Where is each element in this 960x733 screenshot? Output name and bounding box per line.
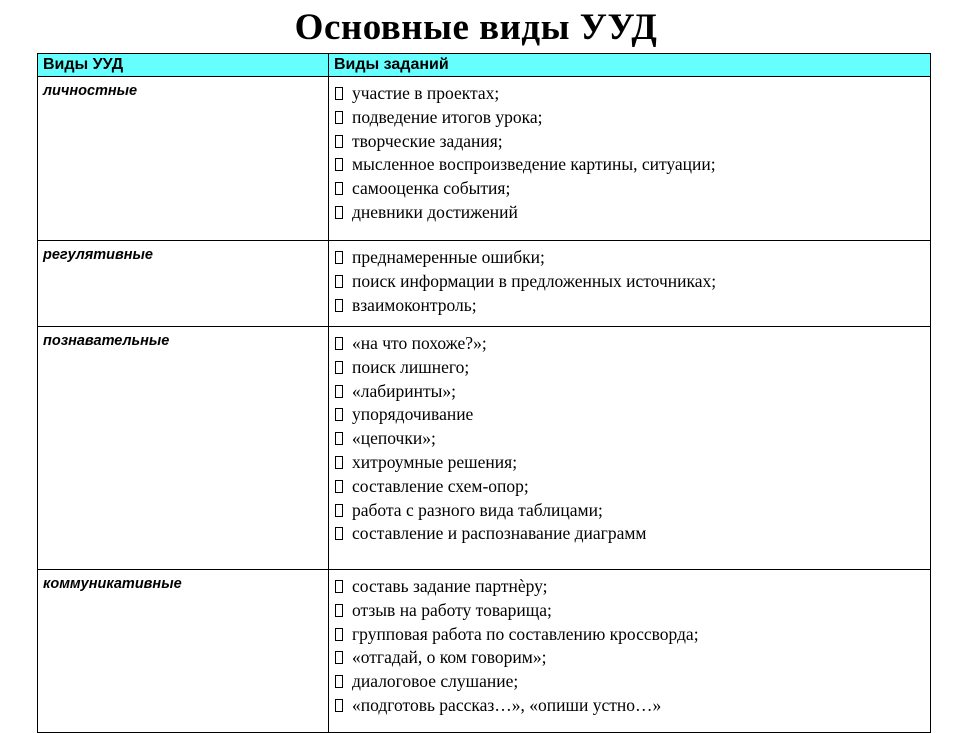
bullet-icon <box>335 504 343 517</box>
list-item <box>335 575 930 599</box>
table-row <box>38 570 931 733</box>
list-item <box>335 332 930 356</box>
task-text: упорядочивание <box>352 404 474 425</box>
uud-type-cell: регулятивные <box>38 241 329 327</box>
uud-type-cell: коммуникативные <box>38 570 329 733</box>
task-text: творческие задания; <box>352 130 503 151</box>
bullet-icon <box>335 182 343 195</box>
bullet-icon <box>335 408 343 421</box>
uud-type-cell: познавательные <box>38 327 329 570</box>
list-item <box>335 106 930 130</box>
table-header-row <box>38 54 931 77</box>
tasks-list <box>335 246 930 317</box>
list-item <box>335 427 930 451</box>
task-text: поиск лишнего; <box>352 356 470 377</box>
list-item <box>335 599 930 623</box>
task-text: групповая работа по составлению кроссворда; <box>352 623 699 644</box>
task-text: мысленное воспроизведение картины, ситуации; <box>352 154 716 175</box>
task-text: составление схем-опор; <box>352 475 529 496</box>
list-item <box>335 623 930 647</box>
tasks-list <box>335 82 930 225</box>
bullet-icon <box>335 111 343 124</box>
task-text: взаимоконтроль; <box>352 294 477 315</box>
column-header-types: Виды УУД <box>38 54 329 77</box>
task-text: отзыв на работу товарища; <box>352 599 552 620</box>
page-title: Основные виды УУД <box>294 7 658 48</box>
table-row <box>38 327 931 570</box>
list-item <box>335 499 930 523</box>
bullet-icon <box>335 135 343 148</box>
task-text: диалоговое слушание; <box>352 671 519 692</box>
list-item <box>335 451 930 475</box>
bullet-icon <box>335 604 343 617</box>
task-text: подведение итогов урока; <box>352 106 543 127</box>
task-text: «лабиринты»; <box>352 380 457 401</box>
task-text: «на что похоже?»; <box>352 333 487 353</box>
tasks-cell <box>329 241 931 327</box>
table-row <box>38 241 931 327</box>
list-item <box>335 201 930 225</box>
bullet-icon <box>335 299 343 312</box>
list-item <box>335 177 930 201</box>
task-text: преднамеренные ошибки; <box>352 247 545 267</box>
list-item <box>335 294 930 318</box>
tasks-list <box>335 332 930 546</box>
task-text: участие в проектах; <box>352 83 500 103</box>
tasks-cell <box>329 570 931 733</box>
bullet-icon <box>335 580 343 593</box>
task-text: поиск информации в предложенных источниках; <box>352 270 717 291</box>
list-item <box>335 670 930 694</box>
bullet-icon <box>335 251 343 264</box>
table-row <box>38 77 931 241</box>
tasks-list <box>335 575 930 718</box>
bullet-icon <box>335 456 343 469</box>
bullet-icon <box>335 275 343 288</box>
uud-type-cell: личностные <box>38 77 329 241</box>
task-text: «подготовь рассказ…», «опиши устно…» <box>352 694 662 715</box>
bullet-icon <box>335 206 343 219</box>
bullet-icon <box>335 527 343 540</box>
task-text: составление и распознавание диаграмм <box>352 523 647 544</box>
bullet-icon <box>335 675 343 688</box>
task-text: «отгадай, о ком говорим»; <box>352 647 547 668</box>
list-item <box>335 130 930 154</box>
task-text: дневники достижений <box>352 201 518 222</box>
list-item <box>335 246 930 270</box>
task-text: работа с разного вида таблицами; <box>352 499 603 520</box>
bullet-icon <box>335 699 343 712</box>
bullet-icon <box>335 361 343 374</box>
list-item <box>335 270 930 294</box>
list-item <box>335 694 930 718</box>
task-text: хитроумные решения; <box>352 451 518 472</box>
list-item <box>335 646 930 670</box>
bullet-icon <box>335 651 343 664</box>
bullet-icon <box>335 432 343 445</box>
bullet-icon <box>335 158 343 171</box>
list-item <box>335 403 930 427</box>
task-text: составь задание партнèру; <box>352 576 548 596</box>
uud-table <box>37 53 931 733</box>
bullet-icon <box>335 385 343 398</box>
list-item <box>335 153 930 177</box>
list-item <box>335 475 930 499</box>
bullet-icon <box>335 337 343 350</box>
list-item <box>335 82 930 106</box>
bullet-icon <box>335 480 343 493</box>
list-item <box>335 356 930 380</box>
column-header-tasks: Виды заданий <box>329 54 931 77</box>
list-item <box>335 380 930 404</box>
task-text: «цепочки»; <box>352 428 436 449</box>
bullet-icon <box>335 628 343 641</box>
tasks-cell <box>329 77 931 241</box>
task-text: самооценка события; <box>352 178 511 199</box>
list-item <box>335 522 930 546</box>
tasks-cell <box>329 327 931 570</box>
bullet-icon <box>335 87 343 100</box>
